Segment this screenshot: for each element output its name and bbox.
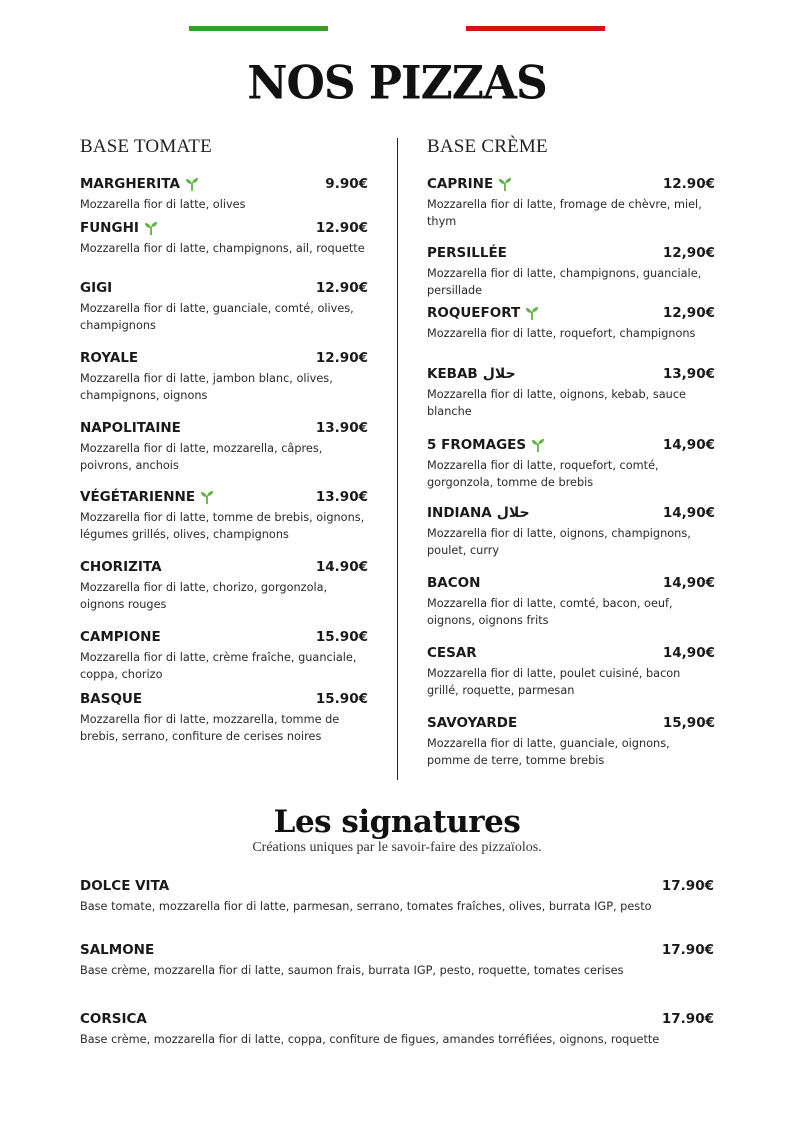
menu-item-sig	[80, 877, 714, 915]
item-name-wrap	[427, 176, 512, 192]
item-description: Mozzarella fior di latte, chorizo, gorgonzola, oignons rouges	[80, 581, 328, 611]
item-name: FUNGHI	[80, 220, 139, 236]
item-description: Mozzarella fior di latte, roquefort, comté, gorgonzola, tomme de brebis	[427, 459, 659, 489]
item-description: Mozzarella fior di latte, fromage de chèvre, miel, thym	[427, 198, 702, 228]
item-name: VÉGÉTARIENNE	[80, 489, 196, 505]
flag-green-bar	[189, 26, 328, 31]
item-name-wrap	[427, 366, 516, 382]
menu-item-tomate	[80, 175, 368, 213]
menu-item-tomate	[80, 279, 368, 334]
item-name: 5 FROMAGES	[427, 437, 527, 453]
item-price: 17.90€	[661, 942, 714, 958]
item-description: Mozzarella fior di latte, tomme de brebis, oignons, légumes grillés, olives, champignons	[80, 511, 365, 541]
item-description: Mozzarella fior di latte, jambon blanc, olives, champignons, oignons	[80, 372, 333, 402]
item-name: SAVOYARDE	[427, 715, 518, 731]
item-name-wrap	[427, 575, 480, 591]
halal-label: حلال	[496, 505, 530, 521]
menu-item-tomate	[80, 419, 368, 474]
item-name-wrap	[80, 629, 161, 645]
signatures-subtitle: Créations uniques par le savoir-faire des pizzaïolos.	[252, 840, 542, 855]
menu-item-tomate	[80, 690, 368, 745]
item-price: 13.90€	[315, 489, 368, 505]
item-description: Base crème, mozzarella fior di latte, saumon frais, burrata IGP, pesto, roquette, tomates cerises	[80, 964, 624, 977]
item-name: GIGI	[80, 280, 113, 296]
item-price: 14,90€	[662, 645, 715, 661]
vegetarian-leaf-icon	[498, 176, 512, 192]
menu-item-creme	[427, 644, 715, 699]
item-name: NAPOLITAINE	[80, 420, 181, 436]
item-description: Mozzarella fior di latte, guanciale, comté, olives, champignons	[80, 302, 354, 332]
item-price: 9.90€	[325, 176, 368, 192]
page-title: NOS PIZZAS	[247, 56, 547, 111]
item-name-wrap	[80, 1011, 147, 1027]
item-name: INDIANA	[427, 505, 492, 521]
item-price: 12,90€	[662, 245, 715, 261]
item-price: 12.90€	[662, 176, 715, 192]
item-name-wrap	[80, 942, 154, 958]
item-name: CAMPIONE	[80, 629, 161, 645]
signatures-title: Les signatures	[273, 804, 521, 840]
item-name-wrap	[427, 715, 517, 731]
menu-item-creme	[427, 365, 715, 420]
item-price: 12.90€	[315, 350, 368, 366]
item-name-wrap	[80, 691, 142, 707]
item-name: ROYALE	[80, 350, 139, 366]
item-price: 12.90€	[315, 280, 368, 296]
item-name: CAPRINE	[427, 176, 494, 192]
item-price: 13.90€	[315, 420, 368, 436]
item-price: 15,90€	[662, 715, 715, 731]
item-name-wrap	[80, 280, 112, 296]
item-name: BACON	[427, 575, 481, 591]
menu-item-creme	[427, 574, 715, 629]
item-price: 14,90€	[662, 575, 715, 591]
menu-item-tomate	[80, 219, 368, 257]
item-description: Mozzarella fior di latte, oignons, champignons, poulet, curry	[427, 527, 691, 557]
section-heading-tomate: BASE TOMATE	[80, 136, 212, 157]
section-heading-creme: BASE CRÈME	[427, 136, 548, 157]
item-name-wrap	[80, 420, 181, 436]
item-description: Mozzarella fior di latte, comté, bacon, oeuf, oignons, oignons frits	[427, 597, 673, 627]
item-description: Mozzarella fior di latte, champignons, ail, roquette	[80, 242, 365, 255]
item-name-wrap	[80, 878, 169, 894]
menu-item-creme	[427, 714, 715, 769]
item-name: CORSICA	[80, 1011, 147, 1027]
item-price: 14,90€	[662, 505, 715, 521]
item-description: Mozzarella fior di latte, poulet cuisiné, bacon grillé, roquette, parmesan	[427, 667, 681, 697]
menu-item-tomate	[80, 349, 368, 404]
item-description: Mozzarella fior di latte, guanciale, oignons, pomme de terre, tomme brebis	[427, 737, 670, 767]
item-name: MARGHERITA	[80, 176, 180, 192]
item-name-wrap	[80, 350, 138, 366]
item-name-wrap	[80, 489, 214, 505]
item-price: 17.90€	[661, 878, 714, 894]
vegetarian-leaf-icon	[185, 176, 199, 192]
halal-label: حلال	[482, 366, 516, 382]
menu-item-sig	[80, 941, 714, 979]
item-price: 14,90€	[662, 437, 715, 453]
vegetarian-leaf-icon	[200, 489, 214, 505]
menu-item-creme	[427, 436, 715, 491]
menu-item-creme	[427, 304, 715, 342]
item-description: Base tomate, mozzarella fior di latte, parmesan, serrano, tomates fraîches, olives, burrata IGP, pesto	[80, 900, 652, 913]
item-description: Mozzarella fior di latte, crème fraîche, guanciale, coppa, chorizo	[80, 651, 357, 681]
item-name: PERSILLÉE	[427, 245, 507, 261]
item-name-wrap	[80, 176, 199, 192]
item-name: ROQUEFORT	[427, 305, 521, 321]
flag-red-bar	[466, 26, 605, 31]
menu-item-tomate	[80, 488, 368, 543]
item-description: Mozzarella fior di latte, champignons, guanciale, persillade	[427, 267, 702, 297]
menu-item-creme	[427, 504, 715, 559]
item-price: 15.90€	[315, 691, 368, 707]
vegetarian-leaf-icon	[144, 220, 158, 236]
vegetarian-leaf-icon	[531, 437, 545, 453]
item-description: Mozzarella fior di latte, roquefort, champignons	[427, 327, 696, 340]
item-name: SALMONE	[80, 942, 155, 958]
menu-item-creme	[427, 175, 715, 230]
item-price: 12.90€	[315, 220, 368, 236]
menu-item-sig	[80, 1010, 714, 1048]
item-name-wrap	[80, 220, 158, 236]
item-name: CESAR	[427, 645, 477, 661]
item-name: KEBAB	[427, 366, 478, 382]
item-description: Mozzarella fior di latte, olives	[80, 198, 246, 211]
item-name-wrap	[427, 437, 545, 453]
item-description: Base crème, mozzarella fior di latte, coppa, confiture de figues, amandes torréfiées, oignons, roquette	[80, 1033, 660, 1046]
item-price: 12,90€	[662, 305, 715, 321]
item-name-wrap	[80, 559, 162, 575]
item-description: Mozzarella fior di latte, oignons, kebab, sauce blanche	[427, 388, 686, 418]
item-price: 17.90€	[661, 1011, 714, 1027]
item-name-wrap	[427, 645, 477, 661]
menu-item-creme	[427, 244, 715, 299]
vegetarian-leaf-icon	[525, 305, 539, 321]
item-name: DOLCE VITA	[80, 878, 170, 894]
menu-item-tomate	[80, 628, 368, 683]
item-name-wrap	[427, 505, 530, 521]
column-divider	[397, 138, 398, 780]
item-price: 14.90€	[315, 559, 368, 575]
item-description: Mozzarella fior di latte, mozzarella, tomme de brebis, serrano, confiture de cerises noires	[80, 713, 340, 743]
item-name-wrap	[427, 305, 539, 321]
item-name: BASQUE	[80, 691, 143, 707]
item-price: 15.90€	[315, 629, 368, 645]
item-description: Mozzarella fior di latte, mozzarella, câpres, poivrons, anchois	[80, 442, 323, 472]
item-name-wrap	[427, 245, 507, 261]
item-price: 13,90€	[662, 366, 715, 382]
base-creme-column	[427, 136, 715, 767]
menu-item-tomate	[80, 558, 368, 613]
base-tomate-column	[80, 136, 368, 743]
item-name: CHORIZITA	[80, 559, 162, 575]
